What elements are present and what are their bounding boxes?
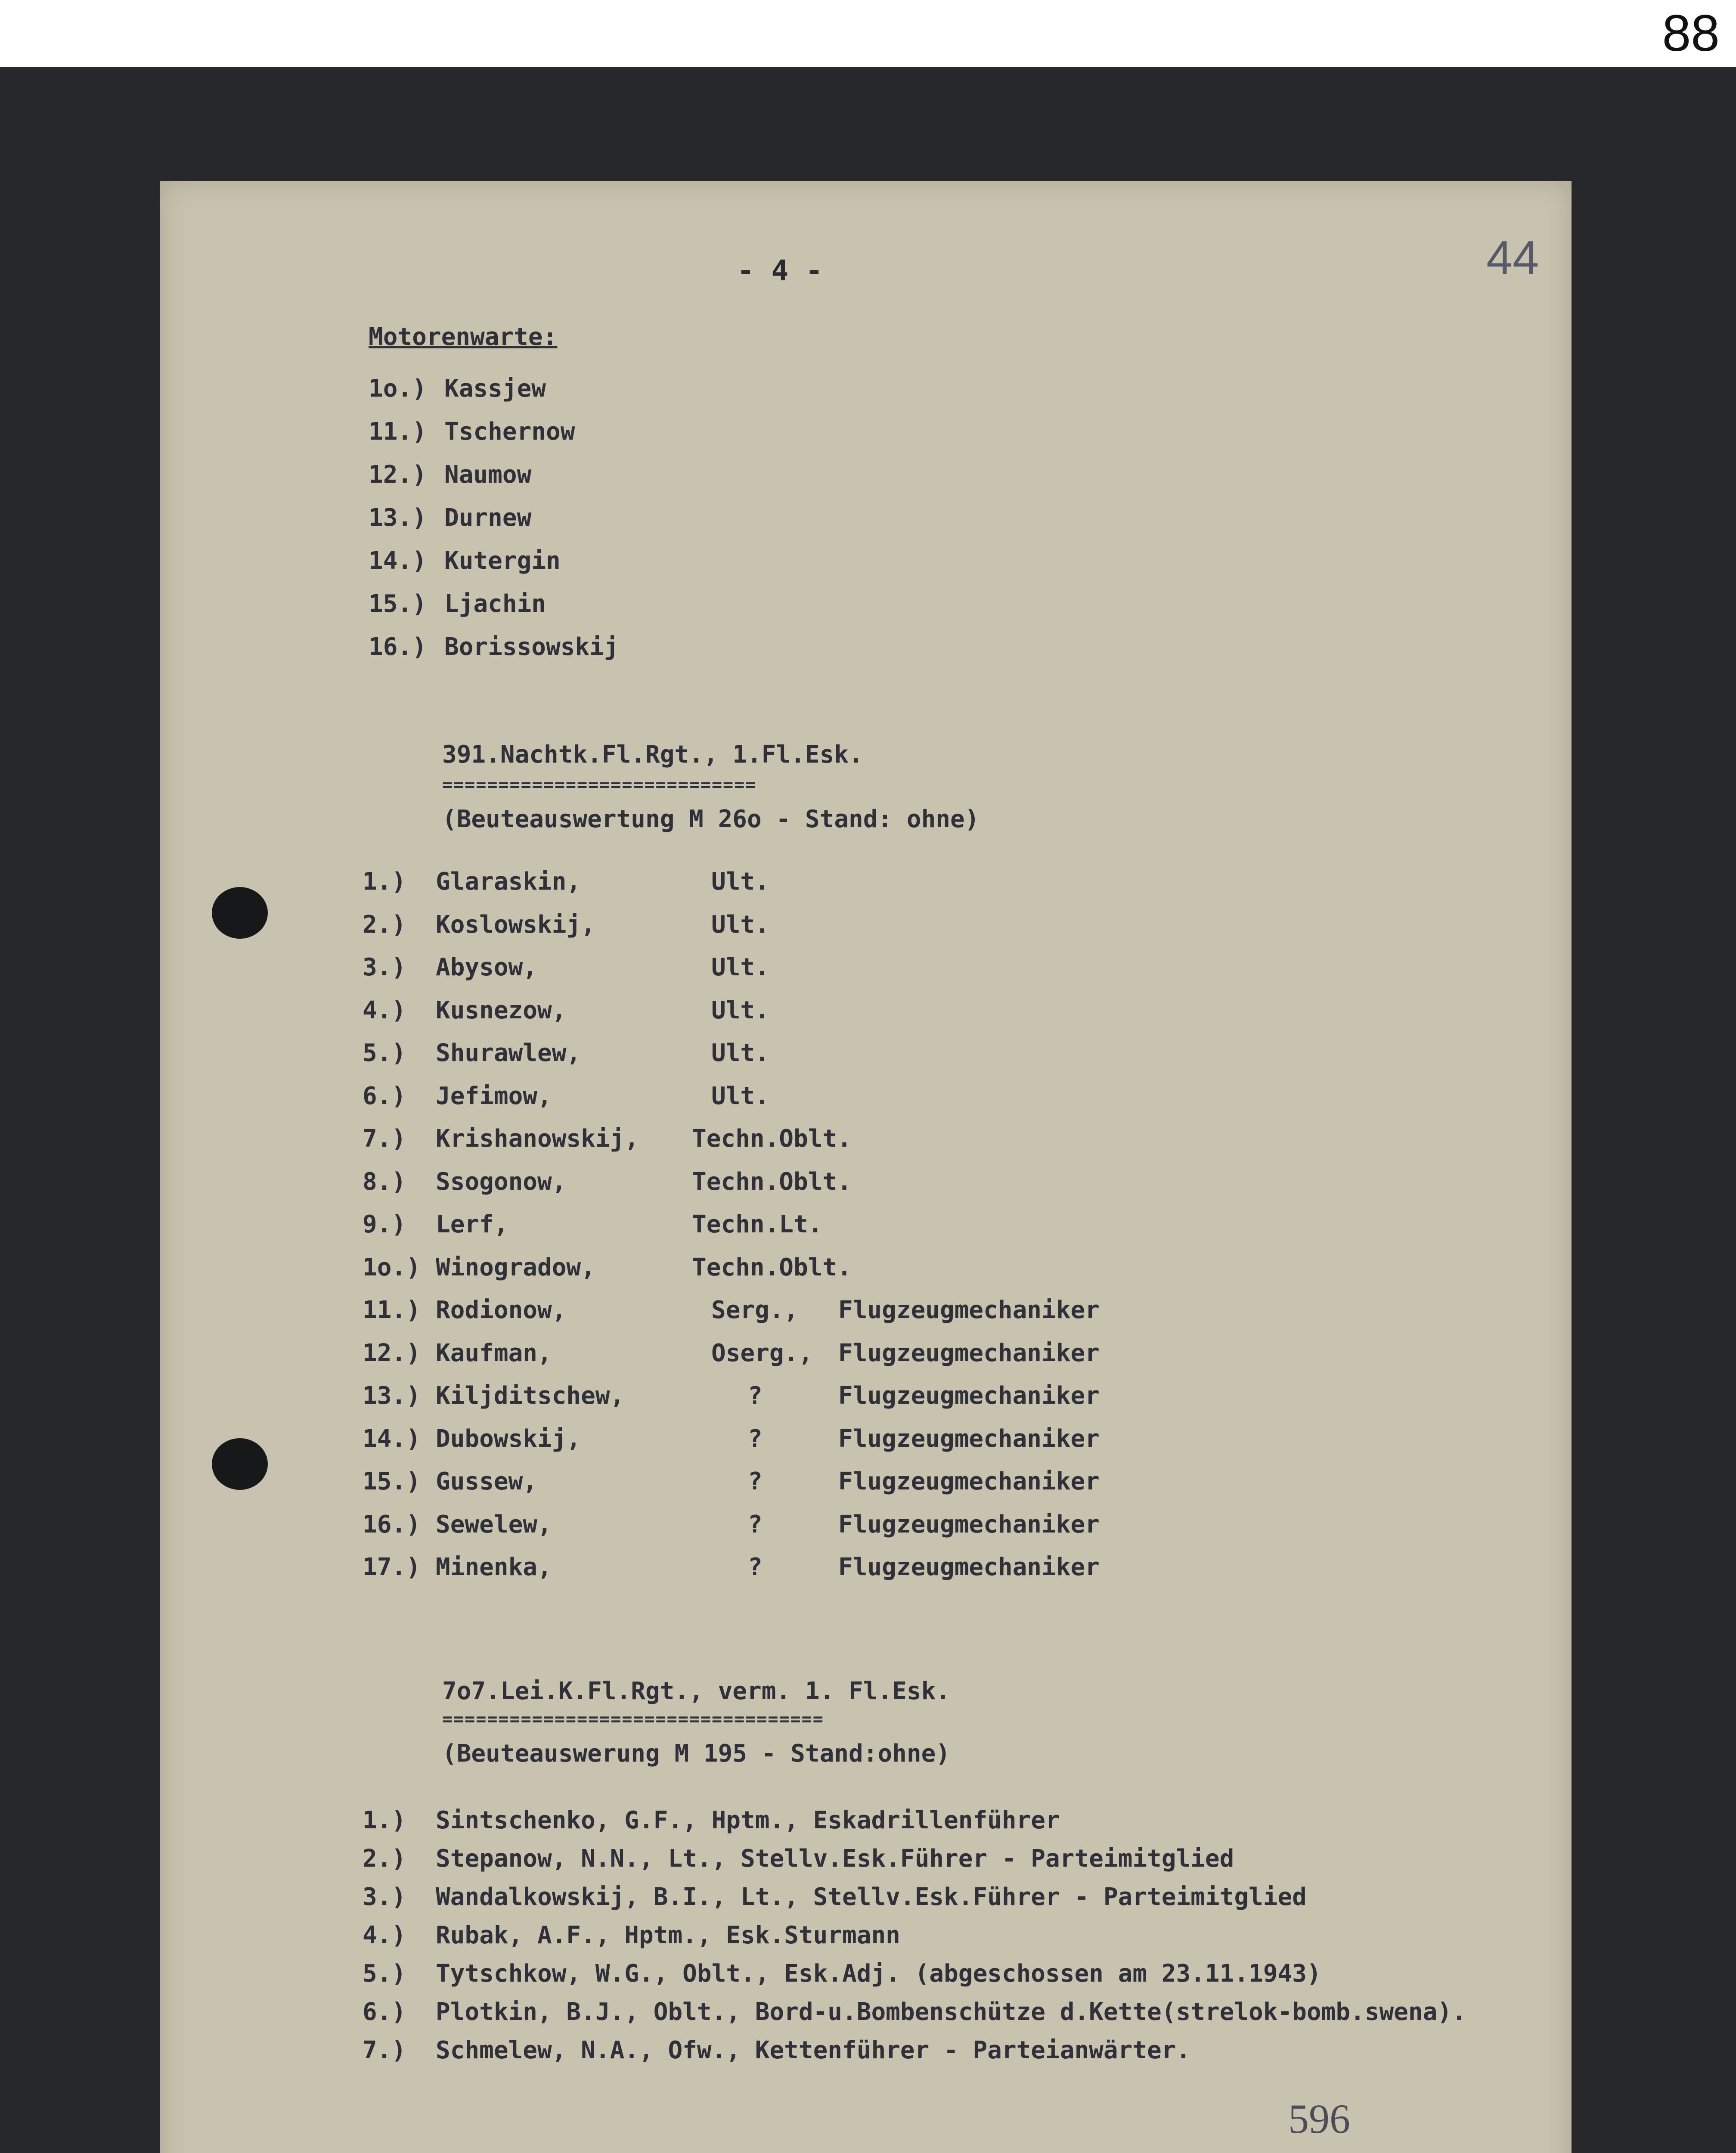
list-item-name: Durnew [444,504,532,532]
list-item-text: Wandalkowskij, B.I., Lt., Stellv.Esk.Führer - Parteimitglied [436,1883,1307,1911]
list-item-rank: Ult. [711,996,769,1024]
list-item-text: Rubak, A.F., Hptm., Esk.Sturmann [436,1921,900,1949]
list-item-name: Borissowskij [444,633,619,661]
heading-underline-391: ============================ [442,775,757,795]
list-item-name: Ljachin [444,590,546,618]
list-item-name: Kutergin [444,547,561,575]
list-item-name: Kaufman, [436,1339,552,1367]
list-item-number: 3.) [363,953,406,981]
punch-hole [212,887,268,939]
list-item-role: Flugzeugmechaniker [838,1296,1100,1324]
list-item-name: Krishanowskij, [436,1125,639,1153]
list-item-number: 8.) [363,1167,406,1196]
list-item-number: 5.) [363,1960,406,1988]
list-item-number: 16.) [363,1510,421,1539]
list-item-rank: Techn.Lt. [692,1210,823,1238]
list-item-number: 4.) [363,1921,406,1949]
section-note-391: (Beuteauswertung M 26o - Stand: ohne) [442,805,980,833]
list-item-number: 12.) [369,461,427,489]
list-item-name: Winogradow, [436,1253,595,1281]
frame-number: 88 [1662,4,1720,62]
list-item-name: Koslowskij, [436,910,595,939]
list-item-number: 17.) [363,1553,421,1581]
list-item-name: Jefimow, [436,1082,552,1110]
list-item-number: 14.) [363,1424,421,1453]
section-heading-motorenwarte: Motorenwarte: [369,323,558,351]
list-item-name: Shurawlew, [436,1039,581,1067]
list-item-number: 16.) [369,633,427,661]
list-item-number: 1o.) [369,375,427,403]
list-item-name: Kassjew [444,375,546,403]
list-item-rank: Ult. [711,953,769,981]
list-item-role: Flugzeugmechaniker [838,1424,1100,1453]
list-item-number: 1.) [363,1806,406,1834]
list-item-number: 6.) [363,1082,406,1110]
punch-hole [212,1438,268,1490]
section-heading-391: 391.Nachtk.Fl.Rgt., 1.Fl.Esk. [442,741,863,769]
list-item-number: 6.) [363,1998,406,2026]
list-item-name: Sewelew, [436,1510,552,1539]
list-item-number: 5.) [363,1039,406,1067]
list-item-rank: Ult. [711,910,769,939]
list-item-number: 14.) [369,547,427,575]
list-item-name: Glaraskin, [436,868,581,896]
list-item-name: Kusnezow, [436,996,567,1024]
list-item-role: Flugzeugmechaniker [838,1339,1100,1367]
list-item-number: 1.) [363,868,406,896]
list-item-role: Flugzeugmechaniker [838,1382,1100,1410]
archive-number: 596 [1288,2096,1350,2142]
list-item-rank: Ult. [711,1039,769,1067]
list-item-number: 13.) [369,504,427,532]
list-item-text: Tytschkow, W.G., Oblt., Esk.Adj. (abgeschossen am 23.11.1943) [436,1960,1321,1988]
list-item-text: Stepanow, N.N., Lt., Stellv.Esk.Führer - Parteimitglied [436,1845,1234,1873]
list-item-rank: Techn.Oblt. [692,1253,852,1281]
list-item-number: 12.) [363,1339,421,1367]
list-item-rank: ? [748,1467,763,1495]
list-item-number: 3.) [363,1883,406,1911]
list-item-rank: ? [748,1510,763,1539]
list-item-name: Gussew, [436,1467,538,1495]
list-item-rank: Ult. [711,1082,769,1110]
list-item-role: Flugzeugmechaniker [838,1467,1100,1495]
heading-underline-707: ================================== [442,1709,824,1729]
list-item-number: 11.) [369,418,427,446]
list-item-number: 7.) [363,2036,406,2064]
sheet-number: 44 [1486,231,1539,284]
list-item-rank: Techn.Oblt. [692,1125,852,1153]
list-item-number: 2.) [363,1845,406,1873]
section-heading-707: 7o7.Lei.K.Fl.Rgt., verm. 1. Fl.Esk. [442,1677,951,1705]
scan-header-band [0,0,1736,67]
list-item-rank: Oserg., [711,1339,813,1367]
list-item-text: Sintschenko, G.F., Hptm., Eskadrillenführer [436,1806,1060,1834]
list-item-rank: ? [748,1382,763,1410]
list-item-text: Plotkin, B.J., Oblt., Bord-u.Bombenschütze d.Kette(strelok-bomb.swena). [436,1998,1466,2026]
list-item-text: Schmelew, N.A., Ofw., Kettenführer - Parteianwärter. [436,2036,1191,2064]
list-item-name: Dubowskij, [436,1424,581,1453]
list-item-name: Rodionow, [436,1296,567,1324]
list-item-number: 4.) [363,996,406,1024]
list-item-rank: Techn.Oblt. [692,1167,852,1196]
list-item-rank: ? [748,1553,763,1581]
list-item-role: Flugzeugmechaniker [838,1553,1100,1581]
list-item-rank: ? [748,1424,763,1453]
document-page [160,181,1572,2153]
list-item-name: Naumow [444,461,532,489]
list-item-number: 9.) [363,1210,406,1238]
list-item-rank: Serg., [711,1296,799,1324]
list-item-name: Ssogonow, [436,1167,567,1196]
list-item-number: 1o.) [363,1253,421,1281]
list-item-number: 2.) [363,910,406,939]
list-item-number: 11.) [363,1296,421,1324]
list-item-name: Abysow, [436,953,538,981]
list-item-name: Lerf, [436,1210,508,1238]
list-item-name: Kiljditschew, [436,1382,625,1410]
list-item-number: 15.) [369,590,427,618]
list-item-rank: Ult. [711,868,769,896]
list-item-number: 7.) [363,1125,406,1153]
list-item-number: 13.) [363,1382,421,1410]
list-item-name: Tschernow [444,418,575,446]
page-number: - 4 - [737,254,823,287]
list-item-name: Minenka, [436,1553,552,1581]
section-note-707: (Beuteauswerung M 195 - Stand:ohne) [442,1740,951,1768]
list-item-number: 15.) [363,1467,421,1495]
list-item-role: Flugzeugmechaniker [838,1510,1100,1539]
